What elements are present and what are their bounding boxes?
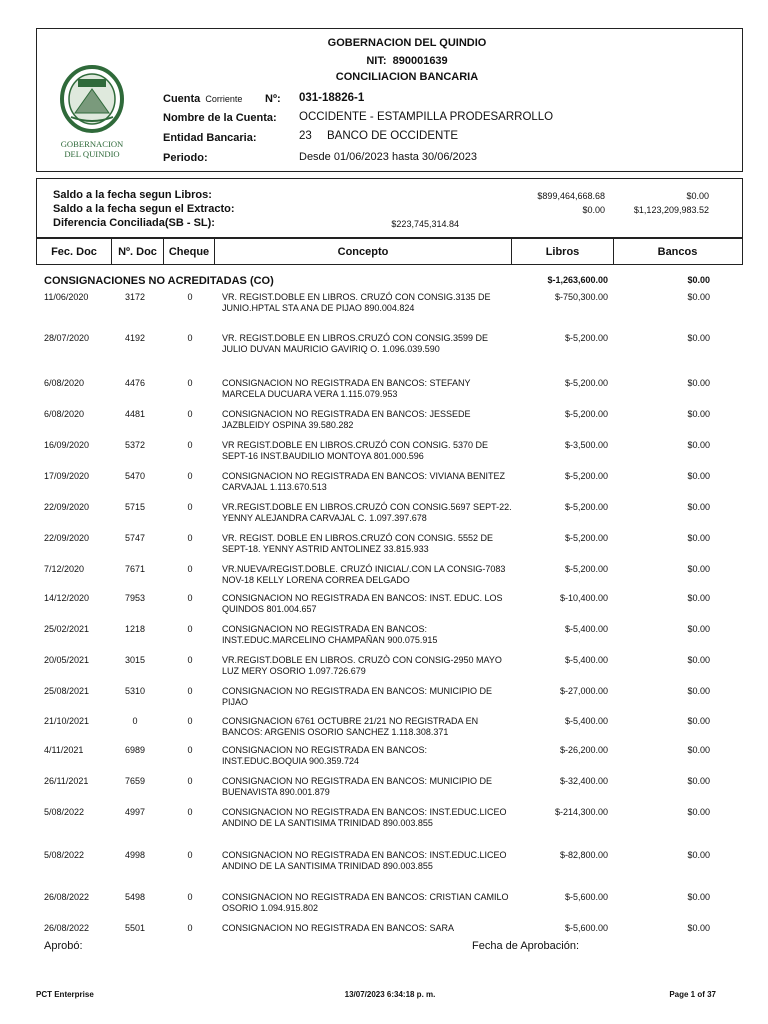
fecha-aprobacion-label: Fecha de Aprobación:	[472, 940, 580, 952]
row-cheque: 0	[187, 333, 193, 343]
logo-text-2: DEL QUINDIO	[64, 149, 120, 159]
periodo-value: Desde 01/06/2023 hasta 30/06/2023	[299, 151, 477, 163]
row-cheque: 0	[187, 745, 193, 755]
row-bancos: $0.00	[687, 745, 710, 755]
row-bancos: $0.00	[687, 409, 710, 419]
cuenta-label: Cuenta Corriente	[163, 93, 243, 105]
footer-page: Page 1 of 37	[669, 990, 716, 999]
row-bancos: $0.00	[687, 471, 710, 481]
row-bancos: $0.00	[687, 378, 710, 388]
entidad-codigo: 23	[299, 130, 312, 142]
row-doc: 6989	[124, 745, 146, 755]
row-concepto: VR REGIST.DOBLE EN LIBROS.CRUZÓ CON CONSIG. 5370 DE SEPT-16 INST.BAUDILIO MONTOYA 801.000.596	[222, 440, 489, 462]
row-doc: 4997	[124, 807, 146, 817]
row-bancos: $0.00	[687, 776, 710, 786]
row-cheque: 0	[187, 409, 193, 419]
row-concepto: CONSIGNACION NO REGISTRADA EN BANCOS: INST.EDUC.LICEO ANDINO DE LA SANTISIMA TRINIDAD 890.003.855	[222, 850, 507, 872]
table-header	[36, 238, 743, 265]
row-libros: $-5,400.00	[564, 655, 608, 665]
row-bancos: $0.00	[687, 807, 710, 817]
coat-of-arms-logo	[49, 65, 135, 165]
row-fecha: 26/08/2022	[44, 923, 90, 933]
row-concepto: CONSIGNACION NO REGISTRADA EN BANCOS: VIVIANA BENITEZ CARVAJAL 1.113.670.513	[222, 471, 506, 493]
report-header	[36, 28, 743, 172]
row-doc: 5470	[124, 471, 146, 481]
row-concepto: CONSIGNACION NO REGISTRADA EN BANCOS: MUNICIPIO DE PIJAO	[222, 686, 493, 708]
row-cheque: 0	[187, 624, 193, 634]
group-total-bancos: $0.00	[687, 275, 710, 285]
row-concepto: CONSIGNACION 6761 OCTUBRE 21/21 NO REGISTRADA EN BANCOS: ARGENIS OSORIO SANCHEZ 1.118.308.371	[222, 716, 479, 738]
row-cheque: 0	[187, 564, 193, 574]
diferencia-value: $223,745,314.84	[391, 219, 459, 229]
row-doc: 0	[132, 716, 138, 726]
row-doc: 4192	[124, 333, 146, 343]
row-cheque: 0	[187, 850, 193, 860]
balances-box	[36, 178, 743, 238]
row-cheque: 0	[187, 655, 193, 665]
row-libros: $-5,600.00	[564, 892, 608, 902]
row-doc: 7659	[124, 776, 146, 786]
diferencia-label: Diferencia Conciliada(SB - SL):	[53, 217, 215, 229]
row-fecha: 7/12/2020	[44, 564, 85, 574]
row-doc: 5747	[124, 533, 146, 543]
col-bancos: Bancos	[657, 245, 698, 258]
col-num-doc: Nº. Doc	[112, 239, 164, 264]
row-libros: $-82,800.00	[559, 850, 608, 860]
row-concepto: CONSIGNACION NO REGISTRADA EN BANCOS: INST. EDUC. LOS QUINDOS 801.004.657	[222, 593, 503, 615]
row-cheque: 0	[187, 378, 193, 388]
row-fecha: 5/08/2022	[44, 850, 85, 860]
row-bancos: $0.00	[687, 686, 710, 696]
row-fecha: 6/08/2020	[44, 378, 85, 388]
row-fecha: 26/11/2021	[44, 776, 89, 786]
nit-line	[227, 55, 587, 67]
row-concepto: CONSIGNACION NO REGISTRADA EN BANCOS: INST.EDUC.MARCELINO CHAMPAÑAN 900.075.915	[222, 624, 438, 646]
row-fecha: 14/12/2020	[44, 593, 90, 603]
row-bancos: $0.00	[687, 850, 710, 860]
row-fecha: 25/08/2021	[44, 686, 90, 696]
row-libros: $-214,300.00	[554, 807, 608, 817]
row-libros: $-5,600.00	[564, 923, 608, 933]
entidad-nombre: BANCO DE OCCIDENTE	[327, 130, 458, 142]
group-title: CONSIGNACIONES NO ACREDITADAS (CO)	[44, 275, 274, 287]
row-concepto: VR.REGIST.DOBLE EN LIBROS.CRUZÓ CON CONSIG.5697 SEPT-22. YENNY ALEJANDRA CARVAJAL C. 1.097.397.678	[222, 502, 512, 524]
row-concepto: VR. REGIST.DOBLE EN LIBROS. CRUZÓ CON CONSIG.3135 DE JUNIO.HPTAL STA ANA DE PIJAO 890.004.824	[222, 292, 491, 314]
row-libros: $-26,200.00	[559, 745, 608, 755]
nit-label: NIT:	[366, 55, 387, 67]
row-libros: $-5,200.00	[564, 502, 608, 512]
row-concepto: CONSIGNACION NO REGISTRADA EN BANCOS: STEFANY MARCELA DUCUARA VERA 1.115.079.953	[222, 378, 471, 400]
row-bancos: $0.00	[687, 502, 710, 512]
row-doc: 5310	[124, 686, 146, 696]
row-doc: 7671	[124, 564, 146, 574]
row-doc: 5498	[124, 892, 146, 902]
row-libros: $-27,000.00	[559, 686, 608, 696]
periodo-label: Periodo:	[163, 152, 208, 164]
row-doc: 5501	[124, 923, 146, 933]
row-cheque: 0	[187, 471, 193, 481]
cuenta-tipo: Corriente	[205, 94, 243, 104]
row-cheque: 0	[187, 807, 193, 817]
row-concepto: CONSIGNACION NO REGISTRADA EN BANCOS: SARA	[222, 923, 455, 933]
col-cheque: Cheque	[164, 239, 215, 264]
saldo-extracto-value: $1,123,209,983.52	[633, 205, 709, 215]
row-fecha: 5/08/2022	[44, 807, 85, 817]
row-fecha: 4/11/2021	[44, 745, 84, 755]
row-doc: 3015	[124, 655, 146, 665]
row-fecha: 22/09/2020	[44, 502, 90, 512]
row-bancos: $0.00	[687, 533, 710, 543]
row-bancos: $0.00	[687, 564, 710, 574]
row-libros: $-750,300.00	[554, 292, 608, 302]
saldo-libros-bancos: $0.00	[686, 191, 709, 201]
entidad-label: Entidad Bancaria:	[163, 132, 257, 144]
aprobo-label: Aprobó:	[44, 940, 83, 952]
row-bancos: $0.00	[687, 716, 710, 726]
row-bancos: $0.00	[687, 440, 710, 450]
row-fecha: 17/09/2020	[44, 471, 90, 481]
row-cheque: 0	[187, 502, 193, 512]
row-fecha: 20/05/2021	[44, 655, 90, 665]
row-concepto: VR. REGIST.DOBLE EN LIBROS.CRUZÓ CON CONSIG.3599 DE JULIO DUVAN MAURICIO GAVIRIQ O. 1.096.039.590	[222, 333, 489, 355]
numero-label: Nº:	[265, 93, 281, 105]
account-number: 031-18826-1	[299, 92, 365, 104]
row-bancos: $0.00	[687, 292, 710, 302]
row-libros: $-5,200.00	[564, 471, 608, 481]
row-bancos: $0.00	[687, 593, 710, 603]
row-cheque: 0	[187, 593, 193, 603]
report-title: CONCILIACION BANCARIA	[335, 71, 479, 83]
row-fecha: 21/10/2021	[44, 716, 90, 726]
row-concepto: VR.NUEVA/REGIST.DOBLE. CRUZÓ INICIAL/.CON LA CONSIG-7083 NOV-18 KELLY LORENA CORREA DELGADO	[222, 564, 506, 586]
row-fecha: 26/08/2022	[44, 892, 90, 902]
row-concepto: VR. REGIST. DOBLE EN LIBROS.CRUZÓ CON CONSIG. 5552 DE SEPT-18. YENNY ASTRID ANTOLINEZ 33.815.933	[222, 533, 494, 555]
row-doc: 3172	[124, 292, 146, 302]
row-fecha: 16/09/2020	[44, 440, 90, 450]
row-fecha: 6/08/2020	[44, 409, 85, 419]
row-libros: $-5,400.00	[564, 716, 608, 726]
row-concepto: VR.REGIST.DOBLE EN LIBROS. CRUZÒ CON CONSIG-2950 MAYO LUZ MERY OSORIO 1.097.726.679	[222, 655, 502, 677]
saldo-extracto-libros: $0.00	[582, 205, 605, 215]
logo-text-1: GOBERNACION	[60, 139, 124, 149]
row-libros: $-10,400.00	[559, 593, 608, 603]
col-fec-doc: Fec. Doc	[37, 239, 112, 264]
row-cheque: 0	[187, 292, 193, 302]
row-libros: $-5,200.00	[564, 409, 608, 419]
row-libros: $-5,400.00	[564, 624, 608, 634]
saldo-libros-value: $899,464,668.68	[537, 191, 605, 201]
row-bancos: $0.00	[687, 624, 710, 634]
row-libros: $-5,200.00	[564, 564, 608, 574]
row-fecha: 22/09/2020	[44, 533, 90, 543]
row-fecha: 28/07/2020	[44, 333, 90, 343]
row-cheque: 0	[187, 892, 193, 902]
row-doc: 5715	[124, 502, 146, 512]
row-doc: 4476	[124, 378, 146, 388]
footer-timestamp: 13/07/2023 6:34:18 p. m.	[344, 990, 436, 999]
row-concepto: CONSIGNACION NO REGISTRADA EN BANCOS: JESSEDE JAZBLEIDY OSPINA 39.580.282	[222, 409, 471, 431]
row-fecha: 11/06/2020	[44, 292, 89, 302]
row-concepto: CONSIGNACION NO REGISTRADA EN BANCOS: INST.EDUC.BOQUIA 900.359.724	[222, 745, 428, 767]
row-fecha: 25/02/2021	[44, 624, 90, 634]
row-libros: $-32,400.00	[559, 776, 608, 786]
row-bancos: $0.00	[687, 655, 710, 665]
row-cheque: 0	[187, 533, 193, 543]
row-concepto: CONSIGNACION NO REGISTRADA EN BANCOS: CRISTIAN CAMILO OSORIO 1.094.915.802	[222, 892, 509, 914]
row-cheque: 0	[187, 716, 193, 726]
row-cheque: 0	[187, 923, 193, 933]
row-bancos: $0.00	[687, 892, 710, 902]
nombre-label: Nombre de la Cuenta:	[163, 112, 277, 124]
row-doc: 4481	[124, 409, 146, 419]
row-libros: $-5,200.00	[564, 533, 608, 543]
row-cheque: 0	[187, 686, 193, 696]
row-doc: 4998	[124, 850, 146, 860]
row-doc: 5372	[124, 440, 146, 450]
row-doc: 1218	[124, 624, 146, 634]
saldo-libros-label: Saldo a la fecha segun Libros:	[53, 189, 212, 201]
col-libros: Libros	[512, 239, 614, 264]
row-libros: $-5,200.00	[564, 378, 608, 388]
row-bancos: $0.00	[687, 923, 710, 933]
row-libros: $-5,200.00	[564, 333, 608, 343]
row-concepto: CONSIGNACION NO REGISTRADA EN BANCOS: INST.EDUC.LICEO ANDINO DE LA SANTISIMA TRINIDAD 890.003.855	[222, 807, 507, 829]
org-name: GOBERNACION DEL QUINDIO	[327, 37, 487, 49]
row-bancos: $0.00	[687, 333, 710, 343]
nit-value: 890001639	[392, 55, 448, 67]
row-concepto: CONSIGNACION NO REGISTRADA EN BANCOS: MUNICIPIO DE BUENAVISTA 890.001.879	[222, 776, 493, 798]
row-cheque: 0	[187, 776, 193, 786]
col-concepto: Concepto	[215, 239, 512, 264]
saldo-extracto-label: Saldo a la fecha segun el Extracto:	[53, 203, 235, 215]
row-libros: $-3,500.00	[564, 440, 608, 450]
row-doc: 7953	[124, 593, 146, 603]
group-total-libros: $-1,263,600.00	[547, 275, 608, 285]
row-cheque: 0	[187, 440, 193, 450]
account-name: OCCIDENTE - ESTAMPILLA PRODESARROLLO	[299, 111, 554, 123]
footer-software: PCT Enterprise	[36, 990, 94, 999]
